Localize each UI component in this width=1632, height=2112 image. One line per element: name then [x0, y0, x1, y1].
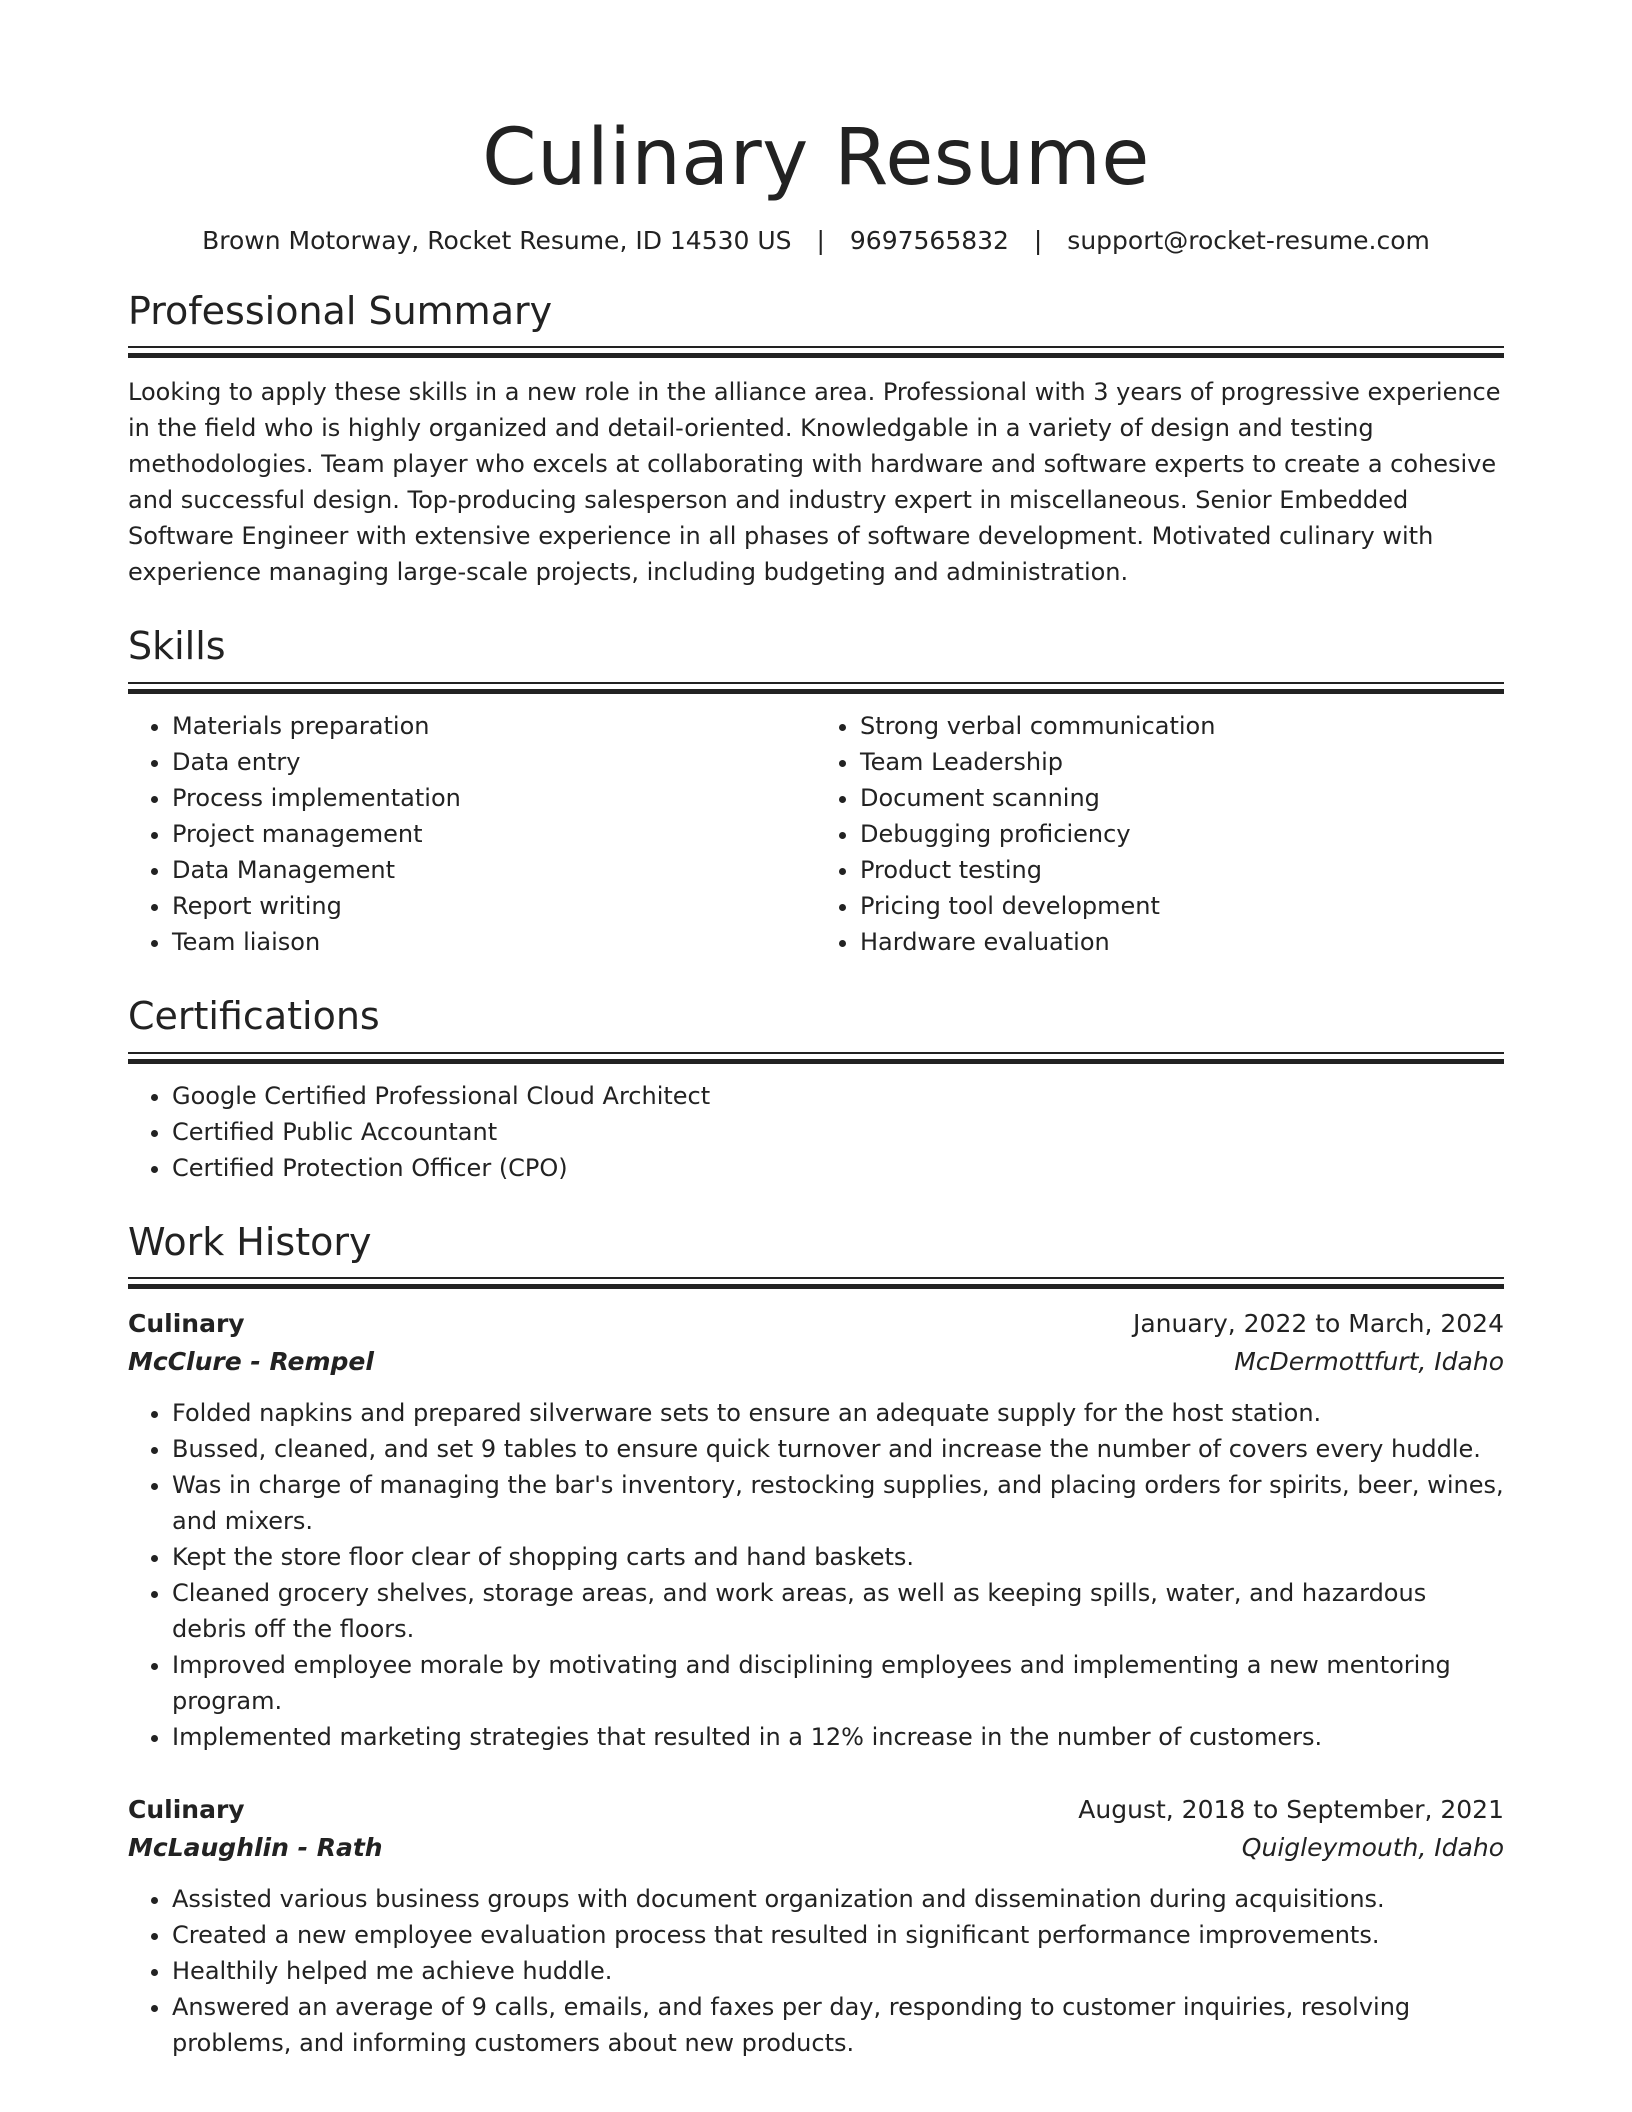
job-bullet: • Kept the store floor clear of shopping carts and hand baskets. [172, 1539, 1504, 1575]
job-location: McDermottfurt, Idaho [1234, 1347, 1504, 1377]
skill-item: • Debugging proficiency [860, 816, 1504, 852]
skill-item: • Process implementation [172, 780, 816, 816]
certifications-list [128, 1078, 1504, 1186]
contact-email: support@rocket-resume.com [1067, 225, 1430, 255]
job-bullet: • Answered an average of 9 calls, emails, and faxes per day, responding to customer inquiries, resolving problems, and informing customers about new products. [172, 1989, 1504, 2061]
contact-phone: 9697565832 [849, 225, 1009, 255]
skills-section [128, 624, 1504, 960]
job-dates: August, 2018 to September, 2021 [1078, 1795, 1504, 1825]
section-heading-work-history: Work History [128, 1219, 372, 1264]
skill-item: • Materials preparation [172, 708, 816, 744]
section-heading-certifications: Certifications [128, 994, 380, 1039]
skill-item: • Report writing [172, 888, 816, 924]
contact-line [128, 226, 1504, 255]
job-entry [128, 1305, 1504, 1755]
skill-item: • Document scanning [860, 780, 1504, 816]
job-bullets [128, 1881, 1504, 2061]
section-heading-skills: Skills [128, 624, 226, 669]
job-bullet: • Was in charge of managing the bar's inventory, restocking supplies, and placing orders for spirits, beer, wines, and mixers. [172, 1467, 1504, 1539]
certification-item: • Certified Protection Officer (CPO) [172, 1150, 1504, 1186]
job-bullets [128, 1395, 1504, 1755]
job-entry [128, 1791, 1504, 2061]
skill-item: • Strong verbal communication [860, 708, 1504, 744]
work-history-section [128, 1220, 1504, 2062]
contact-address: Brown Motorway, Rocket Resume, ID 14530 US [202, 225, 792, 255]
section-divider [128, 346, 1504, 358]
section-heading-summary: Professional Summary [128, 288, 553, 333]
contact-separator: | [1033, 225, 1043, 255]
section-divider [128, 1277, 1504, 1289]
skill-item: • Product testing [860, 852, 1504, 888]
job-bullet: • Improved employee morale by motivating and disciplining employees and implementing a new mentoring program. [172, 1647, 1504, 1719]
job-location: Quigleymouth, Idaho [1241, 1833, 1504, 1863]
certification-item: • Certified Public Accountant [172, 1114, 1504, 1150]
skill-item: • Hardware evaluation [860, 924, 1504, 960]
skill-item: • Team liaison [172, 924, 816, 960]
job-company-row [128, 1343, 1504, 1381]
job-bullet: • Created a new employee evaluation process that resulted in significant performance improvements. [172, 1917, 1504, 1953]
job-bullet: • Folded napkins and prepared silverware sets to ensure an adequate supply for the host station. [172, 1395, 1504, 1431]
section-divider [128, 682, 1504, 694]
certification-item: • Google Certified Professional Cloud Architect [172, 1078, 1504, 1114]
job-dates: January, 2022 to March, 2024 [1132, 1309, 1504, 1339]
job-title: Culinary [128, 1309, 245, 1339]
section-divider [128, 1052, 1504, 1064]
skills-list-right [816, 708, 1504, 960]
job-bullet: • Healthily helped me achieve huddle. [172, 1953, 1504, 1989]
job-bullet: • Bussed, cleaned, and set 9 tables to ensure quick turnover and increase the number of covers every huddle. [172, 1431, 1504, 1467]
job-company-row [128, 1829, 1504, 1867]
skill-item: • Pricing tool development [860, 888, 1504, 924]
summary-section [128, 289, 1504, 591]
job-header-row [128, 1791, 1504, 1829]
skill-item: • Project management [172, 816, 816, 852]
skill-item: • Team Leadership [860, 744, 1504, 780]
job-company: McClure - Rempel [128, 1347, 374, 1377]
job-bullet: • Assisted various business groups with document organization and dissemination during acquisitions. [172, 1881, 1504, 1917]
job-bullet: • Cleaned grocery shelves, storage areas, and work areas, as well as keeping spills, water, and hazardous debris off the floors. [172, 1575, 1504, 1647]
contact-separator: | [816, 225, 825, 255]
job-company: McLaughlin - Rath [128, 1833, 383, 1863]
skills-list-left [128, 708, 816, 960]
skill-item: • Data entry [172, 744, 816, 780]
certifications-section [128, 994, 1504, 1186]
job-bullet: • Implemented marketing strategies that resulted in a 12% increase in the number of customers. [172, 1719, 1504, 1755]
skills-columns [128, 708, 1504, 960]
resume-title: Culinary Resume [482, 113, 1150, 203]
summary-text: Looking to apply these skills in a new role in the alliance area. Professional with 3 years of progressive experience in the field who is highly organized and detail-oriented. Knowledgable in a variety of design and testing methodologies. Team player who excels at collaborating with hardware and software experts to create a cohesive and successful design. Top-producing salesperson and industry expert in miscellaneous. Senior Embedded Software Engineer with extensive experience in all phases of software development. Motivated culinary with experience managing large-scale projects, including budgeting and administration. [128, 378, 1501, 587]
job-title: Culinary [128, 1795, 245, 1825]
job-header-row [128, 1305, 1504, 1343]
skill-item: • Data Management [172, 852, 816, 888]
